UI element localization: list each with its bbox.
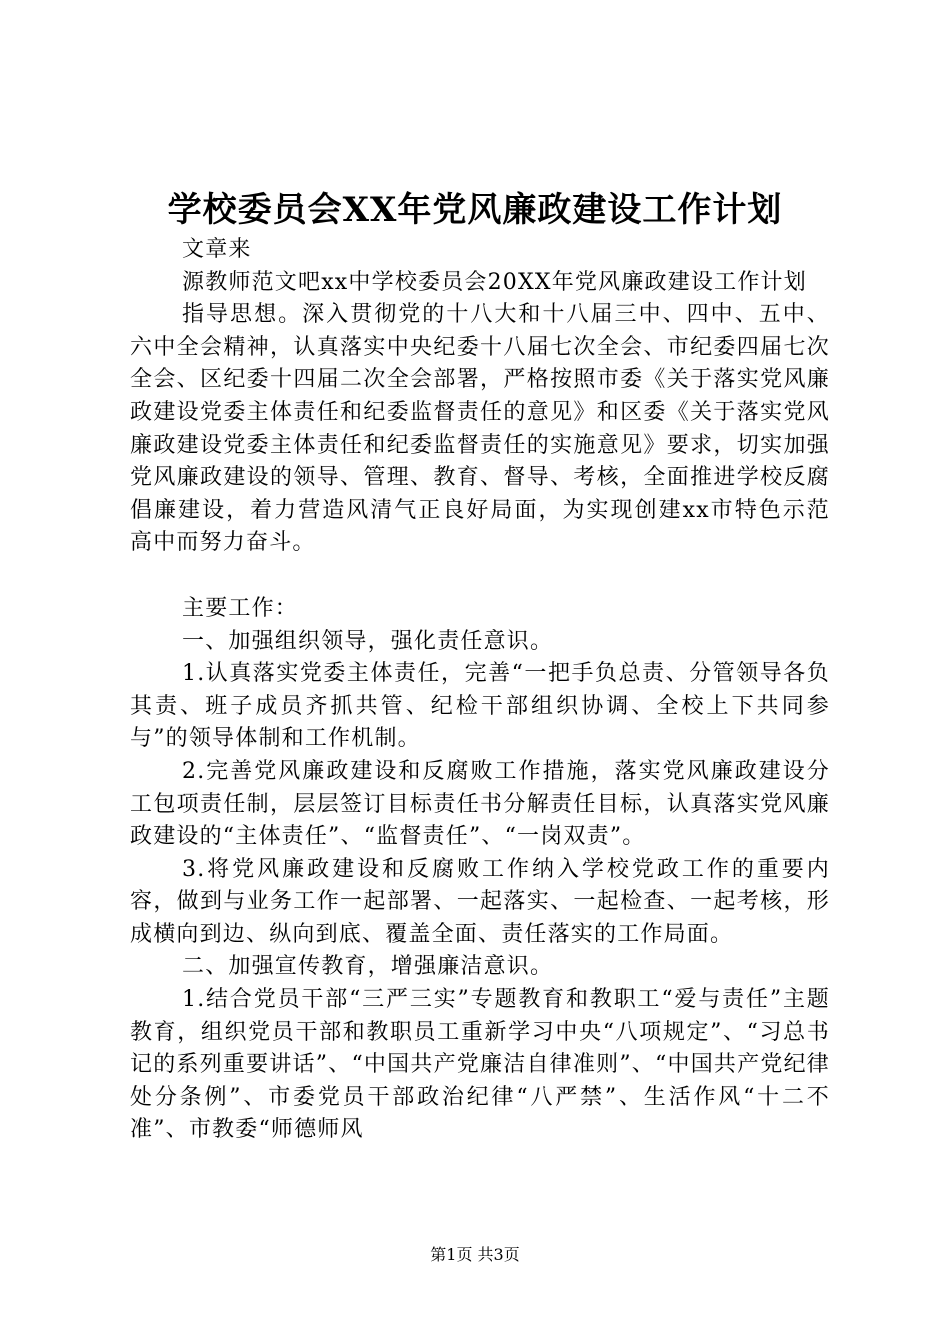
paragraph-guiding-ideology: 指导思想。深入贯彻党的十八大和十八届三中、四中、五中、六中全会精神，认真落实中央纪委十八届七次全会、市纪委四届七次全会、区纪委十四届二次全会部署，严格按照市委《关于落实党风廉政建设党委主体责任和纪委监督责任的意见》和区委《关于落实党风廉政建设党委主体责任和纪委监督责任的实施意见》要求，切实加强党风廉政建设的领导、管理、教育、督导、考核，全面推进学校反腐倡廉建设，着力营造风清气正良好局面，为实现创建xx市特色示范高中而努力奋斗。 [130, 302, 830, 556]
section-1-item-1: 1.认真落实党委主体责任，完善“一把手负总责、分管领导各负其责、班子成员齐抓共管、纪检干部组织协调、全校上下共同参与”的领导体制和工作机制。 [130, 661, 830, 752]
section-heading-1: 一、加强组织领导，强化责任意识。 [182, 628, 554, 654]
document-body [130, 234, 830, 1147]
section-1-item-3: 3.将党风廉政建设和反腐败工作纳入学校党政工作的重要内容，做到与业务工作一起部署、一起落实、一起检查、一起考核，形成横向到边、纵向到底、覆盖全面、责任落实的工作局面。 [130, 856, 830, 947]
paragraph-main-work-heading: 主要工作： [182, 595, 299, 621]
section-1-item-2: 2.完善党风廉政建设和反腐败工作措施，落实党风廉政建设分工包项责任制，层层签订目标责任书分解责任目标，认真落实党风廉政建设的“主体责任”、“监督责任”、“一岗双责”。 [130, 758, 830, 850]
paragraph-spacer [130, 560, 830, 593]
section-heading-2: 二、加强宣传教育，增强廉洁意识。 [182, 954, 554, 980]
paragraph-source: 源教师范文吧xx中学校委员会20XX年党风廉政建设工作计划 [182, 269, 807, 295]
paragraph-source-prefix: 文章来 [182, 237, 252, 262]
section-2-item-1: 1.结合党员干部“三严三实”专题教育和教职工“爱与责任”主题教育，组织党员干部和教职员工重新学习中央“八项规定”、“习总书记的系列重要讲话”、“中国共产党廉洁自律准则”、“中国共产党纪律处分条例”、市委党员干部政治纪律“八严禁”、生活作风“十二不准”、市教委“师德师风 [130, 987, 830, 1143]
document-title: 学校委员会XX年党风廉政建设工作计划 [167, 190, 783, 230]
page-footer: 第1页 共3页 [430, 1245, 520, 1264]
